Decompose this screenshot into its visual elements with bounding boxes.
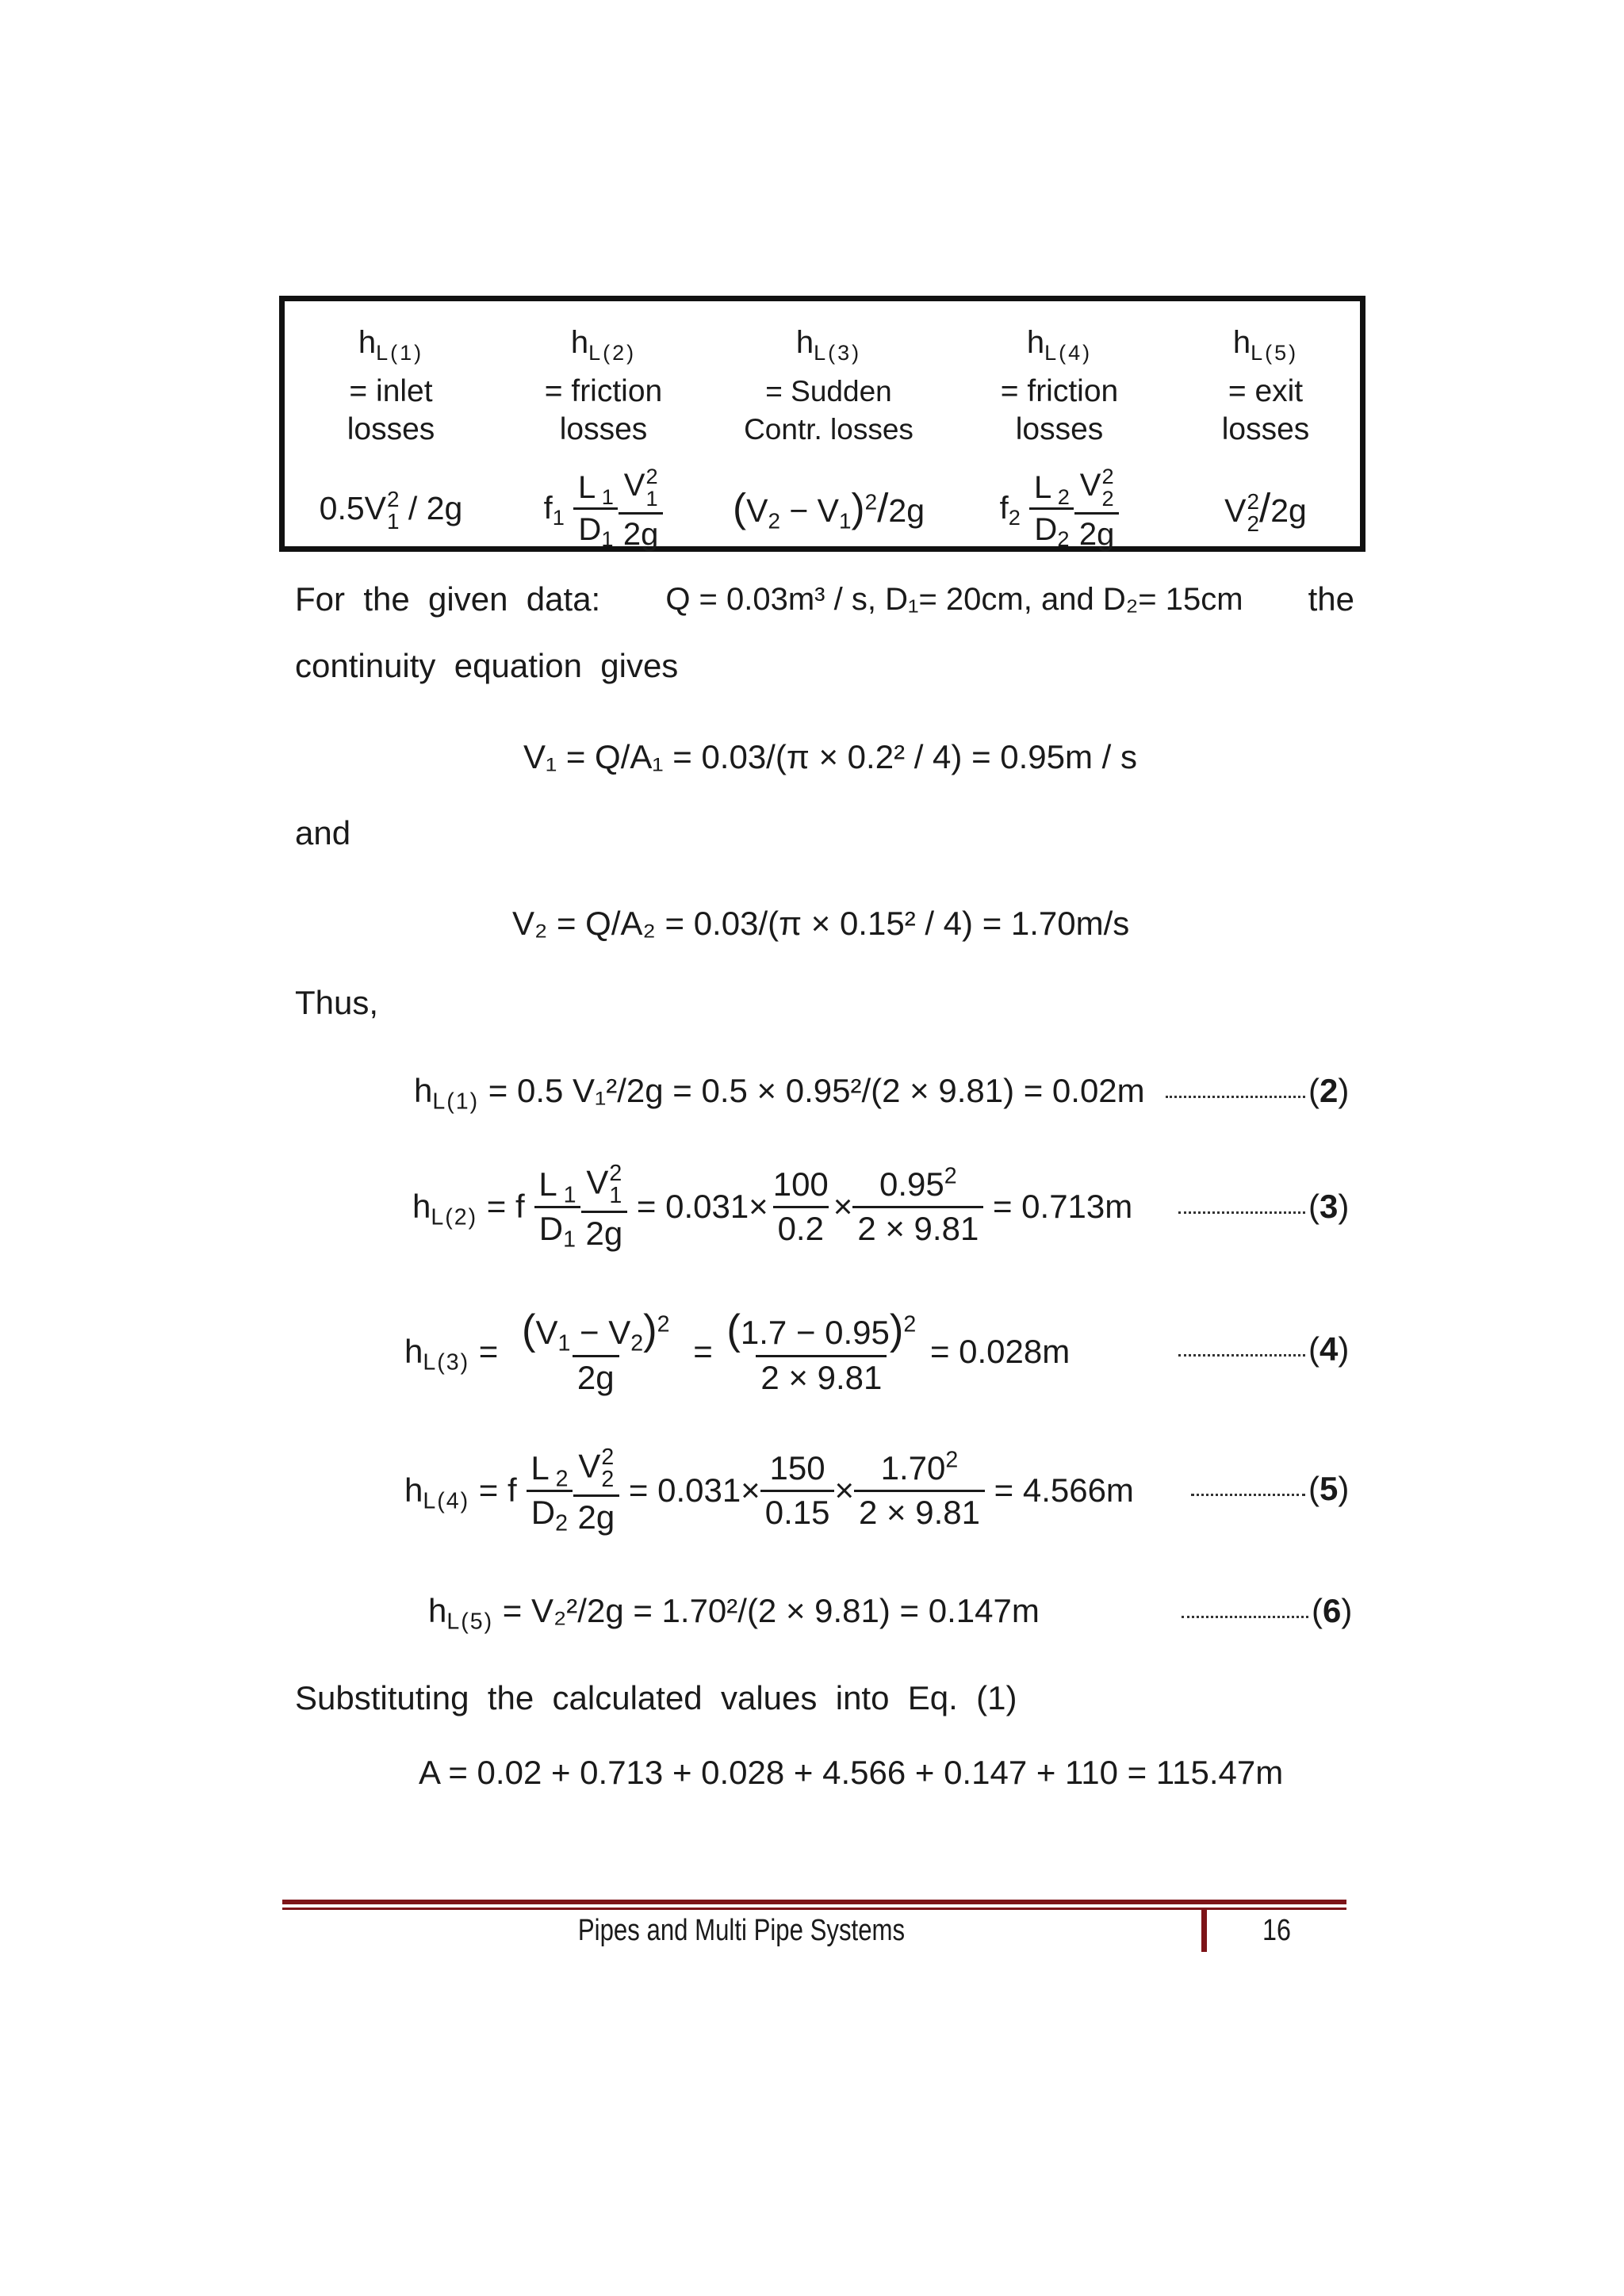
footer-rule [282,1900,1346,1904]
equation-final: A = 0.02 + 0.713 + 0.028 + 4.566 + 0.147 + 110 = 115.47m [419,1754,1284,1791]
equation-tag-4: (4) [1178,1326,1349,1373]
footer-divider [1201,1908,1207,1952]
column-desc-line1: = Sudden [765,375,892,408]
given-tail: the [1308,580,1354,618]
column-desc-line2: losses [1221,412,1310,446]
column-formula: 0.5V 2 1 / 2g [319,487,463,534]
equation-tag-5: (5) [1191,1465,1349,1513]
substitute-text: Substituting the calculated values into Eq. (1) [295,1679,1017,1716]
column-formula: $f_1$ $\frac{L _1}{D_1}$ V 2 1 2g [497,465,710,552]
column-symbol: $h_{L(3)}$ [795,325,862,365]
table-column-friction-2 [948,301,1171,552]
equation-hl2: $h_{L(2)}$ = f $\frac{L _1}{D_1}$ V 2 1 2g = 0.031× $\frac{100}{0.2}$ × $\frac{0.95^2}{2 \times 9.81}$ = 0.713m [412,1160,1133,1253]
table-column-sudden-contraction [710,301,948,546]
equation-hl4: $h_{L(4)}$ = f $\frac{L _2}{D_2}$ V 2 2 2g = 0.031× $\frac{150}{0.15}$ × $\frac{1.70^2}{2 \times 9.81}$ = 4.566m [404,1444,1134,1536]
equation-tag-6: (6) [1182,1587,1352,1635]
equation-hl1-expr: = 0.5 V₁²/2g = 0.5 × 0.95²/(2 × 9.81) = 0.02m [488,1072,1145,1109]
equation-tag-2: (2) [1166,1067,1349,1115]
given-data-line2: continuity equation gives [295,647,679,684]
column-symbol: $h_{L(2)}$ [570,325,637,365]
table-column-friction-1 [497,301,710,552]
column-desc-line2: losses [559,412,648,446]
equation-v1: V₁ = Q/A₁ = 0.03/(π × 0.2² / 4) = 0.95m / s [523,738,1138,775]
footer-title: Pipes and Multi Pipe Systems [577,1914,906,1947]
column-desc-line2: losses [347,412,435,446]
equation-hl5: $h_{L(5)} = V_2^2/2g = 1.70^2/(2 \times 9.81) = 0.147m$ [428,1592,1040,1635]
equation-hl5-expr: = V₂²/2g = 1.70²/(2 × 9.81) = 0.147m [502,1592,1040,1629]
equation-v2: V₂ = Q/A₂ = 0.03/(π × 0.15² / 4) = 1.70m/s [512,905,1130,942]
column-desc-line1: = exit [1228,374,1304,408]
column-desc-line1: = inlet [349,374,433,408]
footer-rule-thin [282,1908,1346,1910]
and-text: and [295,814,351,851]
thus-text: Thus, [295,984,379,1021]
equation-hl3: $h_{L(3)}$ = $\frac{(V_1 - V_2)^2}{2g}$ = $\frac{(1.7 - 0.95)^2}{2 \times 9.81}$ = 0.028m [404,1306,1071,1397]
equation-tag-3: (3) [1178,1183,1349,1230]
table-column-exit [1171,301,1360,546]
page-number: 16 [1262,1914,1291,1947]
given-data: Q = 0.03m³ / s, D₁= 20cm, and D₂= 15cm [665,582,1243,617]
column-symbol: $h_{L(4)}$ [1026,325,1093,365]
equation-hl1: $h_{L(1)} = 0.5$ V₁²/2g = 0.5 × 0.95²/(2 × 9.81) = 0.02m [414,1072,1145,1115]
column-symbol: $h_{L(5)}$ [1232,325,1299,365]
column-symbol: $h_{L(1)}$ [358,325,424,365]
column-desc-line2: Contr. losses [744,413,914,446]
column-desc-line1: = friction [544,374,663,408]
given-data-line [295,577,1354,622]
column-formula: $f_2$ $\frac{L _2}{D_2}$ V 2 2 2g [948,465,1171,552]
table-column-inlet [285,301,497,546]
given-lead: For the given data: [295,580,601,618]
column-desc-line1: = friction [1000,374,1119,408]
column-desc-line2: losses [1015,412,1104,446]
column-formula: $(V_2 - V_1)^2/2g$ [733,485,925,534]
column-formula: V 2 2 /2g [1224,485,1307,537]
loss-table [279,296,1365,552]
